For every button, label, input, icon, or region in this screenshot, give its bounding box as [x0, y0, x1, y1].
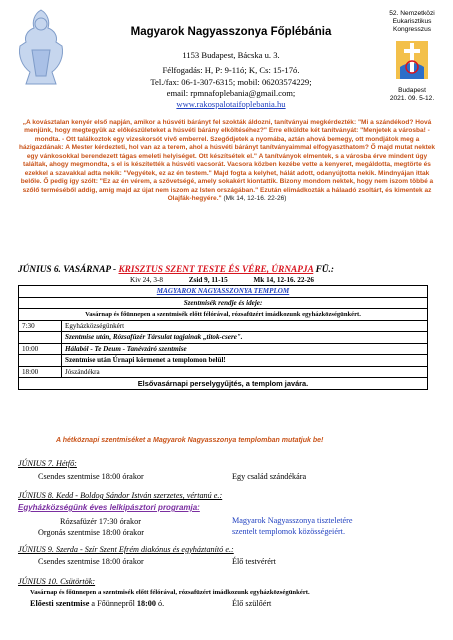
reading-3: Mk 14, 12-16. 22-26: [253, 276, 314, 284]
mass-occasion: a Főünnepről: [89, 599, 137, 608]
day-mass: Csendes szentmise 18:00 órakor: [38, 557, 144, 566]
collection-note: Elsővasárnapi perselygyűjtés, a templom javára.: [19, 378, 428, 390]
intention-line-1: Magyarok Nagyasszonya tiszteletére: [232, 516, 353, 525]
eucharistic-congress-icon: [392, 37, 432, 83]
mass-type: Előesti szentmise: [30, 599, 90, 608]
website-link[interactable]: www.rakospalotaifoplebania.hu: [176, 99, 286, 110]
pastoral-program: Egyházközségünk éves lelkipásztori programja:: [18, 503, 200, 512]
contact-block: [96, 50, 366, 110]
row-desc: Hálaból - Te Deum - Tanévzáró szentmise: [62, 343, 428, 355]
day-intention: [232, 516, 353, 538]
table-row: [19, 366, 428, 378]
table-row: [19, 355, 428, 367]
row-desc: Szentmise után Úrnapi körmenet a templomon belül!: [62, 355, 428, 367]
day-mass: Orgonás szentmise 18:00 órakor: [38, 528, 145, 537]
row-desc: Szentmise után, Rózsafüzér Társulat tagjainak „titok-csere".: [62, 332, 428, 344]
row-time: 18:00: [19, 366, 62, 378]
phone: Tel./fax: 06-1-307-6315; mobil: 06203574229;: [150, 76, 312, 87]
day-intention: Egy család szándékára: [232, 472, 307, 481]
congress-line1: 52. Nemzetközi: [389, 10, 435, 17]
mass-time-unit: ó.: [156, 599, 165, 608]
row-time: [19, 355, 62, 367]
day-title-wednesday: JÚNIUS 9. Szerda - Szír Szent Efrém diakónus és egyháztanító e.:: [18, 545, 234, 554]
day-title-monday: JÚNIUS 7. Hétfő:: [18, 459, 77, 468]
readings: [130, 276, 410, 284]
row-time: 10:00: [19, 343, 62, 355]
day-title-tuesday: JÚNIUS 8. Kedd - Boldog Sándor István szerzetes, vértanú e.:: [18, 491, 223, 500]
email: email: rpmnafoplebania@gmail.com;: [166, 87, 296, 98]
day-mass: [30, 599, 164, 608]
gospel-quote: [16, 119, 438, 204]
day-intention: Élő szülőért: [232, 599, 272, 608]
sunday-date: JÚNIUS 6. VASÁRNAP -: [18, 265, 119, 275]
parish-logo-icon: [10, 6, 72, 88]
row-time: 7:30: [19, 320, 62, 332]
office-hours: Félfogadás: H, P: 9-11ó; K, Cs: 15-17ó.: [162, 65, 300, 76]
day-title-thursday: JÚNIUS 10. Csütörtök:: [18, 577, 96, 586]
row-desc: Jószándékra: [62, 366, 428, 378]
congress-line2: Eukarisztikus: [392, 18, 432, 26]
table-row: [19, 332, 428, 344]
congress-line3: Kongresszus: [392, 26, 432, 34]
day-note: Vasárnap és főünnepen a szentmisék előtt félórával, rózsafüzért imádkozunk egyházközségünkért.: [30, 589, 310, 596]
feast-name: KRISZTUS SZENT TESTE ÉS VÉRE, ÚRNAPJA: [118, 265, 314, 275]
intention-line-2: szentelt templomok közösségeiért.: [232, 526, 346, 536]
confession-note: Vasárnap és főünnepen a szentmisék előtt félórával, rózsafüzért imádkozunk egyházközségünkért.: [19, 309, 428, 321]
row-time: [19, 332, 62, 344]
table-row: [19, 343, 428, 355]
reading-2: Zsid 9, 11-15: [188, 276, 228, 284]
day-rosary: Rózsafüzér 17:30 órakor: [60, 517, 141, 526]
address: 1153 Budapest, Bácska u. 3.: [182, 50, 280, 60]
reading-1: Kiv 24, 3-8: [130, 276, 163, 284]
table-row: [19, 320, 428, 332]
row-desc: Egyházközségünkért: [62, 320, 428, 332]
sunday-title: [18, 265, 334, 275]
day-intention: Élő testvérért: [232, 557, 276, 566]
weekday-note: A hétköznapi szentmiséket a Magyarok Nagyasszonya templomban mutatjuk be!: [56, 437, 324, 444]
schedule-subtitle: Szentmisék rendje és ideje:: [19, 297, 428, 309]
gospel-reference: (Mk 14, 12-16. 22-26): [223, 195, 287, 203]
church-name: Magyarok Nagyasszonya Főplébánia: [130, 26, 332, 38]
day-mass: Csendes szentmise 18:00 órakor: [38, 472, 144, 481]
feast-rank: FÜ.:: [313, 265, 334, 275]
congress-logo: [372, 10, 452, 103]
congress-dates: 2021. 09. 5-12.: [389, 94, 435, 102]
mass-schedule-table: [18, 285, 428, 390]
gospel-text: „A kovásztalan kenyér első napján, amikor a húsvéti bárányt fel szokták áldozni, tanítványai megkérdezték: "Mi a szándékod? Hová menjünk, hogy megtegyük az előkészületeket a húsvéti bárány elköltéséhez?" Erre elküldte két tanítványát: "Menjetek a városba! - mondta. - Ott találkoztok egy vizeskorsót vivő emberrel. Szegődjetek a nyomába, aztán ahová bemegy, ott mondjátok meg a házigazdának: A Mester kérdezteti, hol van az a terem, ahol a húsvéti bárányt tanítványaimmal elfogyaszthatom? Ő majd mutat nektek egy vánkosokkal berendezett tágas emeleti helyiséget. Ott készítsétek el." A tanítványok elmentek, s a városba érve mindent úgy találtak, ahogy megmondta, s el is készítették a húsvéti vacsorát. Vacsora közben kezébe vette a kenyeret, megáldotta, megtörte és ezekkel a szavakkal adta nekik: "Vegyétek, ez az én testem." Majd fogta a kelyhet, hálát adott, odanyújtotta nekik. Mindnyájan ittak belőle. Ő pedig így szólt: "Ez az én vérem, a szövetségé, amely sokakért kiontattik. Bizony mondom nektek, hogy nem iszom többé a szőlő terméséből addig, amíg majd az újat nem iszom az Isten országában." Ezután elimádkozták a hálaadó zsoltárt, és kimentek az Olajfák-hegyére.": [18, 119, 436, 203]
church-title: MAGYAROK NAGYASSZONYA TEMPLOM: [156, 287, 290, 296]
congress-city: Budapest: [398, 86, 426, 94]
mass-time: 18:00: [136, 599, 156, 608]
